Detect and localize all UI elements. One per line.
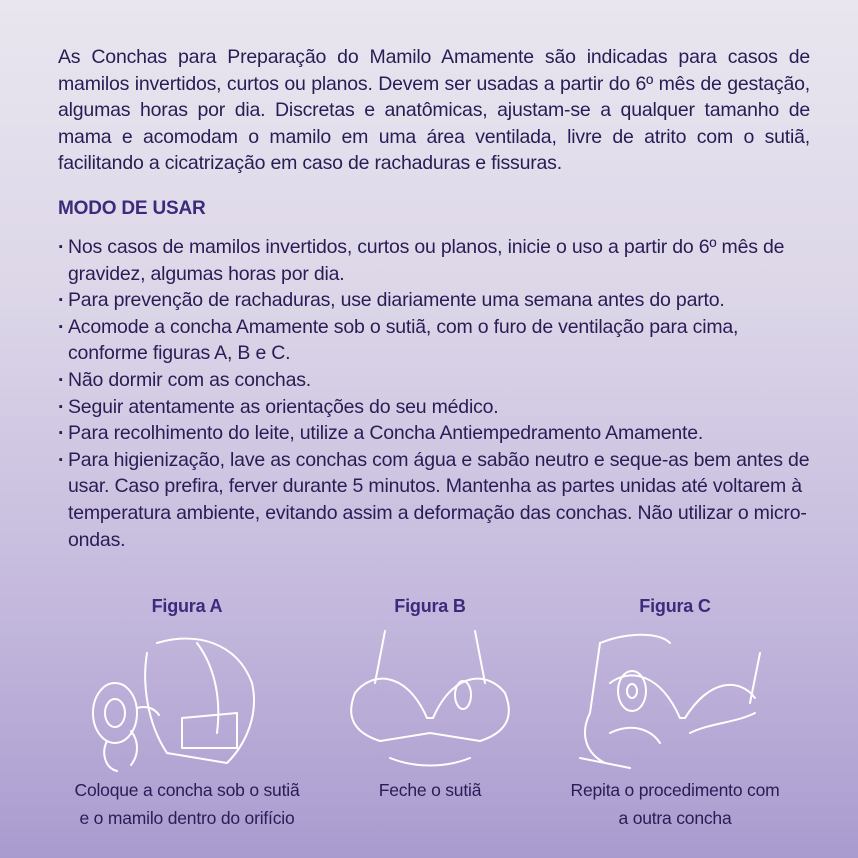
figure-c-title: Figura C: [639, 596, 711, 616]
figure-b-caption-line1: Feche o sutiã: [378, 780, 482, 800]
usage-item: [58, 234, 818, 287]
bullet-icon: ·: [58, 289, 65, 312]
usage-item-text: Para recolhimento do leite, utilize a Concha Antiempedramento Amamente.: [68, 422, 704, 445]
figure-a-caption-line2: e o mamilo dentro do orifício: [79, 808, 295, 828]
closed-bra-icon: [335, 623, 525, 773]
usage-item: [58, 287, 818, 314]
usage-item-text: Para higienização, lave as conchas com água e sabão neutro e seque-as bem antes de usar. Caso prefira, ferver durante 5 minutos. Mantenha as partes unidas até voltarem à temperatura ambiente, evitando assim a deformação das conchas. Não utilizar o micro-ondas.: [68, 448, 810, 551]
bullet-icon: ·: [58, 395, 65, 418]
figure-a: [52, 596, 322, 829]
bullet-icon: ·: [58, 236, 65, 258]
second-shell-icon: [570, 623, 780, 773]
usage-item: [58, 447, 818, 553]
bullet-icon: ·: [58, 315, 65, 338]
bullet-icon: ·: [58, 448, 65, 471]
usage-item-text: Acomode a concha Amamente sob o sutiã, com o furo de ventilação para cima, conforme figuras A, B e C.: [68, 315, 739, 365]
usage-item-text: Seguir atentamente as orientações do seu médico.: [68, 395, 499, 418]
usage-item: [58, 420, 818, 447]
usage-item: [58, 394, 818, 421]
bullet-icon: ·: [58, 422, 65, 445]
figure-c-caption-line1: Repita o procedimento com: [570, 780, 780, 800]
usage-item-text: Nos casos de mamilos invertidos, curtos ou planos, inicie o uso a partir do 6º mês de gravidez, algumas horas por dia.: [68, 236, 785, 285]
usage-item: [58, 314, 818, 367]
figure-b: [330, 596, 530, 801]
usage-heading: MODO DE USAR: [58, 198, 206, 219]
usage-item-text: Não dormir com as conchas.: [68, 368, 311, 391]
figure-a-title: Figura A: [151, 596, 223, 616]
figure-c: [540, 596, 810, 829]
hand-placing-shell-icon: [87, 623, 287, 773]
usage-list: [58, 234, 818, 553]
intro-paragraph: As Conchas para Preparação do Mamilo Amamente são indicadas para casos de mamilos invertidos, curtos ou planos. Devem ser usadas a partir do 6º mês de gestação, algumas horas por dia. Discretas e anatômicas, ajustam-se a qualquer tamanho de mama e acomodam o mamilo em uma área ventilada, livre de atrito com o sutiã, facilitando a cicatrização em caso de rachaduras e fissuras.: [58, 46, 810, 175]
bullet-icon: ·: [58, 368, 65, 391]
figure-c-caption-line2: a outra concha: [618, 808, 732, 828]
figure-a-caption-line1: Coloque a concha sob o sutiã: [74, 780, 300, 800]
usage-item: [58, 367, 818, 394]
figure-b-title: Figura B: [394, 596, 466, 616]
usage-item-text: Para prevenção de rachaduras, use diariamente uma semana antes do parto.: [68, 289, 725, 312]
